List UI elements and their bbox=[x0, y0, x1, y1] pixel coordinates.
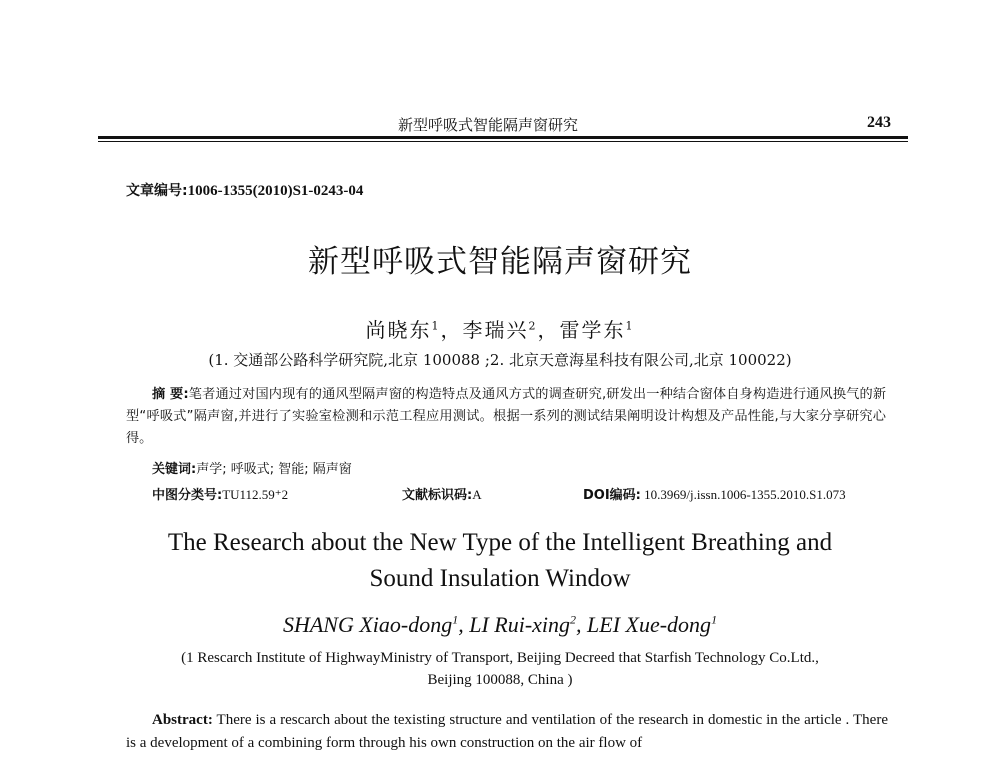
abstract-chinese bbox=[126, 384, 886, 450]
author-en-1-affiliation: 1 bbox=[452, 612, 459, 627]
doi-value: 10.3969/j.issn.1006-1355.2010.S1.073 bbox=[640, 487, 846, 502]
title-chinese: 新型呼吸式智能隔声窗研究 bbox=[308, 244, 692, 280]
author-en-1: SHANG Xiao-dong bbox=[282, 612, 453, 637]
keywords-value: 声学; 呼吸式; 智能; 隔声窗 bbox=[196, 462, 352, 477]
abstract-cn-text: 笔者通过对国内现有的通风型隔声窗的构造特点及通风方式的调查研究,研发出一种结合窗体自身构造进行通风换气的新型“呼吸式”隔声窗,并进行了实验室检测和示范工程应用测试。根据一系列的测试结果阐明设计构想及产品性能,与大家分享研究心得。 bbox=[126, 387, 887, 446]
page-number: 243 bbox=[867, 114, 891, 131]
author-en-2-affiliation: 2 bbox=[570, 612, 577, 627]
affiliation-english-line-1: (1 Rescarch Institute of HighwayMinistry of Transport, Beijing Decreed that Starfish Technology Co.Ltd., bbox=[181, 650, 819, 666]
abstract-en-text: There is a rescarch about the texisting structure and ventilation of the research in domestic in the article . There is a development of a combining form through his own construction on the air flow of bbox=[126, 712, 888, 751]
document-code-label: 文献标识码: bbox=[402, 488, 473, 503]
author-separator-en: , bbox=[576, 612, 588, 637]
title-english bbox=[0, 525, 1000, 597]
author-cn-2-affiliation: 2 bbox=[528, 319, 538, 333]
document-code-value: A bbox=[472, 487, 482, 502]
article-number bbox=[126, 180, 363, 200]
author-cn-1-affiliation: 1 bbox=[431, 319, 441, 333]
author-en-3: LEI Xue-dong bbox=[587, 612, 712, 637]
keywords-label: 关键词: bbox=[152, 462, 197, 477]
abstract-en-label: Abstract: bbox=[152, 712, 213, 728]
author-cn-3: 雷学东 bbox=[559, 318, 626, 342]
affiliation-english-line-2: Beijing 100088, China ) bbox=[427, 672, 573, 688]
author-en-3-affiliation: 1 bbox=[711, 612, 718, 627]
author-en-2: LI Rui-xing bbox=[469, 612, 571, 637]
author-cn-3-affiliation: 1 bbox=[625, 319, 635, 333]
affiliation-english bbox=[0, 647, 1000, 691]
header-rule-thick bbox=[98, 136, 908, 139]
author-cn-2: 李瑞兴 bbox=[462, 318, 529, 342]
abstract-cn-label: 摘 要: bbox=[152, 387, 189, 402]
running-title: 新型呼吸式智能隔声窗研究 bbox=[398, 116, 579, 134]
doi-label: DOI编码: bbox=[583, 488, 641, 503]
header-rule-thin bbox=[98, 141, 908, 142]
affiliation-chinese: (1. 交通部公路科学研究院,北京 100088 ;2. 北京天意海星科技有限公司,北京 100022) bbox=[208, 351, 792, 369]
article-number-value: 1006-1355(2010)S1-0243-04 bbox=[187, 183, 364, 199]
title-english-line-2: Sound Insulation Window bbox=[369, 565, 631, 592]
classification-number bbox=[152, 484, 288, 503]
authors-english bbox=[0, 612, 1000, 638]
keywords bbox=[152, 458, 352, 477]
author-separator: ， bbox=[440, 318, 463, 342]
authors-chinese bbox=[0, 314, 1000, 343]
doi bbox=[583, 484, 846, 503]
author-cn-1: 尚晓东 bbox=[365, 318, 432, 342]
author-separator-en: , bbox=[458, 612, 470, 637]
classification-value: TU112.59⁺2 bbox=[222, 487, 289, 502]
abstract-english bbox=[126, 709, 888, 755]
author-separator: ， bbox=[537, 318, 560, 342]
title-english-line-1: The Research about the New Type of the Intelligent Breathing and bbox=[167, 529, 833, 556]
article-number-label: 文章编号: bbox=[126, 183, 188, 199]
document-code bbox=[402, 484, 482, 503]
classification-label: 中图分类号: bbox=[152, 488, 223, 503]
